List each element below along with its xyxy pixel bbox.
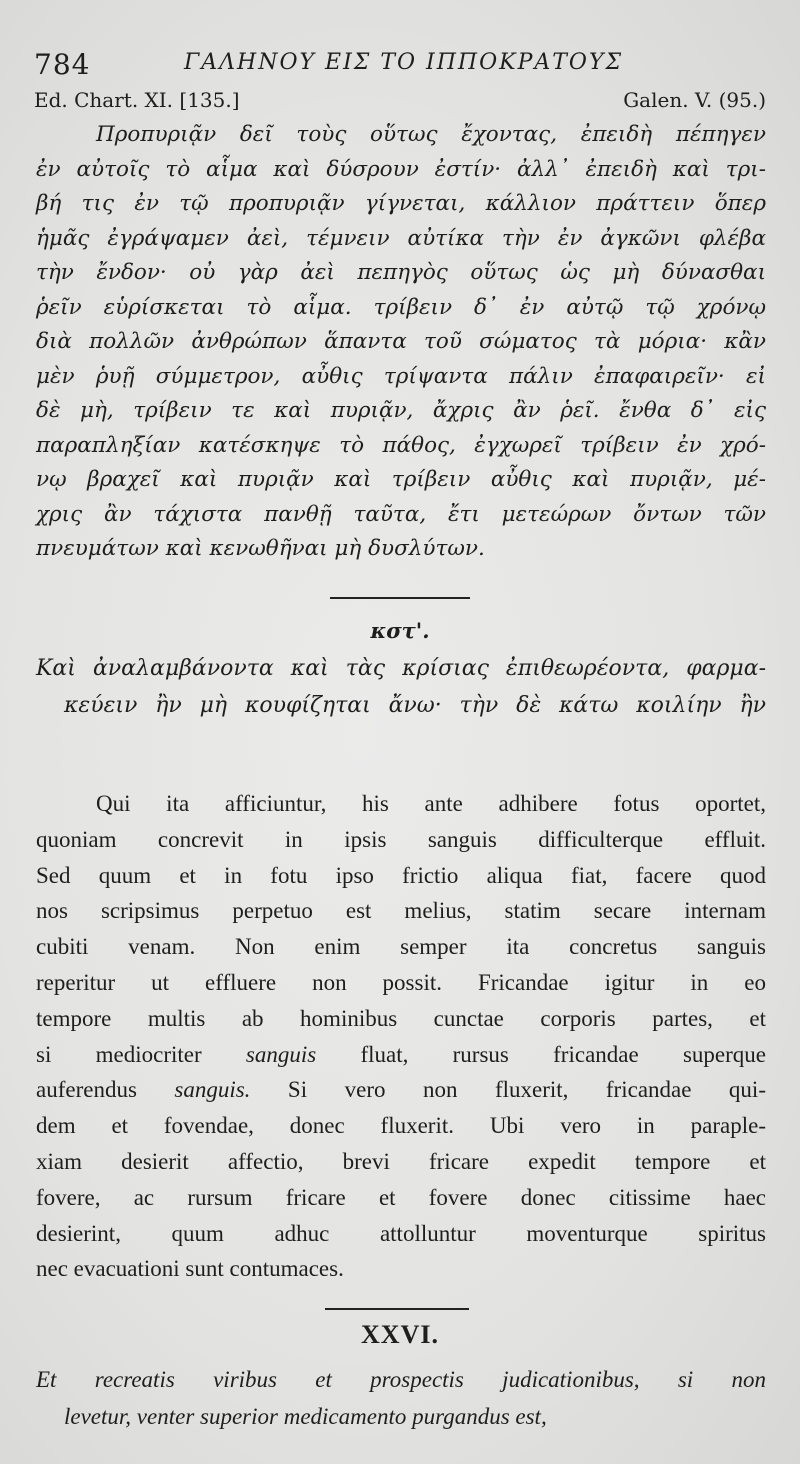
page-number: 784 — [34, 48, 91, 81]
greek-line: τὴν ἔνδον· οὐ γὰρ ἀεὶ πεπηγὸς οὕτως ὡς μὴ δύνασθαι — [36, 260, 766, 285]
greek-line: ἐν αὐτοῖς τὸ αἷμα καὶ δύσρουν ἐστίν· ἀλλ᾽ ἐπειδὴ καὶ τρι- — [36, 156, 766, 182]
greek-line: χρις ἂν τάχιστα πανθῇ ταῦτα, ἔτι μετεώρων ὄντων τῶν — [36, 501, 766, 527]
latin-line — [36, 1144, 766, 1180]
latin-text: Si vero non fluxerit, fricandae qui- — [250, 1077, 766, 1103]
greek-line: Προπυριᾷν δεῖ τοὺς οὕτως ἔχοντας, ἐπειδὴ πέπηγεν — [96, 122, 766, 147]
latin-line — [36, 1001, 766, 1037]
greek-aphorism-line: κεύειν ἢν μὴ κουφίζηται ἄνω· τὴν δὲ κάτω κοιλίην ἢν — [64, 693, 766, 718]
latin-text: quoniam concrevit in ipsis sanguis difficulterque effluit. — [36, 826, 766, 852]
latin-line — [36, 1037, 766, 1073]
latin-text: fovere, ac rursum fricare et fovere donec citissime haec — [36, 1184, 766, 1210]
latin-section-number: XXVI. — [361, 1320, 439, 1349]
latin-line — [36, 858, 766, 894]
latin-line — [36, 822, 766, 858]
latin-line — [36, 786, 766, 822]
latin-translation-paragraph — [36, 786, 766, 1287]
latin-line — [36, 929, 766, 965]
latin-text: Qui ita afficiuntur, his ante adhibere fotus oportet, — [96, 791, 766, 816]
latin-italic-text: sanguis. — [174, 1077, 251, 1103]
running-title: ΓΑΛΗΝΟΥ ΕΙΣ ΤΟ ΙΠΠΟΚΡΑΤΟΥΣ — [184, 50, 624, 75]
page-header — [34, 44, 764, 84]
greek-line: δὲ μὴ, τρίβειν τε καὶ πυριᾷν, ἄχρις ἂν ῥεῖ. ἔνθα δ᾽ εἰς — [36, 398, 766, 423]
latin-line — [36, 1216, 766, 1252]
section-divider-rule — [330, 597, 470, 599]
latin-text: cubiti venam. Non enim semper ita concretus sanguis — [36, 934, 766, 960]
greek-line: διὰ πολλῶν ἀνθρώπων ἅπαντα τοῦ σώματος τὰ μόρια· κἂν — [36, 329, 766, 354]
latin-text: Sed quum et in fotu ipso frictio aliqua fiat, facere quod — [36, 862, 766, 888]
greek-aphorism-line: Καὶ ἀναλαμβάνοντα καὶ τὰς κρίσιας ἐπιθεωρέοντα, φαρμα- — [36, 656, 766, 681]
latin-text: dem et fovendae, donec fluxerit. Ubi vero in paraple- — [36, 1113, 766, 1139]
latin-text: desierint, quum adhuc attolluntur moventurque spiritus — [36, 1220, 766, 1246]
chartier-reference: Ed. Chart. XI. [135.] — [34, 88, 240, 112]
greek-line: ῥεῖν εὑρίσκεται τὸ αἷμα. τρίβειν δ᾽ ἐν αὐτῷ τῷ χρόνῳ — [36, 294, 766, 320]
latin-line — [36, 1251, 766, 1287]
kuhn-reference: Galen. V. (95.) — [623, 88, 766, 112]
greek-section-number: κστ'. — [370, 618, 430, 643]
latin-text: tempore multis ab hominibus cunctae corporis partes, et — [36, 1005, 766, 1031]
latin-aphorism — [36, 1361, 766, 1435]
latin-line — [36, 965, 766, 1001]
greek-line: μὲν ῥυῇ σύμμετρον, αὖθις τρίψαντα πάλιν ἐπαφαιρεῖν· εἰ — [36, 363, 766, 389]
latin-text: reperitur ut effluere non possit. Fricandae igitur in eo — [36, 969, 766, 995]
latin-text: xiam desierit affectio, brevi fricare expedit tempore et — [36, 1148, 766, 1174]
latin-aphorism-line: levetur, venter superior medicamento purgandus est, — [64, 1404, 547, 1429]
section-divider-rule — [325, 1308, 469, 1310]
edition-references — [34, 88, 766, 118]
latin-italic-text: sanguis — [245, 1041, 317, 1067]
latin-text: auferendus — [36, 1077, 175, 1103]
greek-aphorism — [36, 650, 766, 724]
latin-line — [36, 1072, 766, 1108]
latin-text: nos scripsimus perpetuo est melius, statim secare internam — [36, 898, 766, 924]
latin-text: fluat, rursus fricandae superque — [316, 1041, 766, 1067]
greek-line: νῳ βραχεῖ καὶ πυριᾷν καὶ τρίβειν αὖθις καὶ πυριᾷν, μέ- — [36, 467, 766, 492]
greek-line: πνευμάτων καὶ κενωθῆναι μὴ δυσλύτων. — [36, 536, 485, 561]
latin-line — [36, 1180, 766, 1216]
greek-line: ἡμᾶς ἐγράψαμεν ἀεὶ, τέμνειν αὐτίκα τὴν ἐν ἀγκῶνι φλέβα — [36, 225, 766, 251]
latin-text: nec evacuationi sunt contumaces. — [36, 1256, 344, 1282]
latin-aphorism-line: Et recreatis viribus et prospectis judicationibus, si non — [36, 1367, 766, 1392]
greek-commentary-paragraph — [36, 118, 766, 567]
greek-line: βή τις ἐν τῷ προπυριᾷν γίγνεται, κάλλιον πράττειν ὅπερ — [36, 191, 766, 216]
greek-line: παραπληξίαν κατέσκηψε τὸ πάθος, ἐγχωρεῖ τρίβειν ἐν χρό- — [36, 432, 766, 458]
latin-text: si mediocriter — [36, 1041, 246, 1067]
latin-line — [36, 1108, 766, 1144]
latin-line — [36, 893, 766, 929]
